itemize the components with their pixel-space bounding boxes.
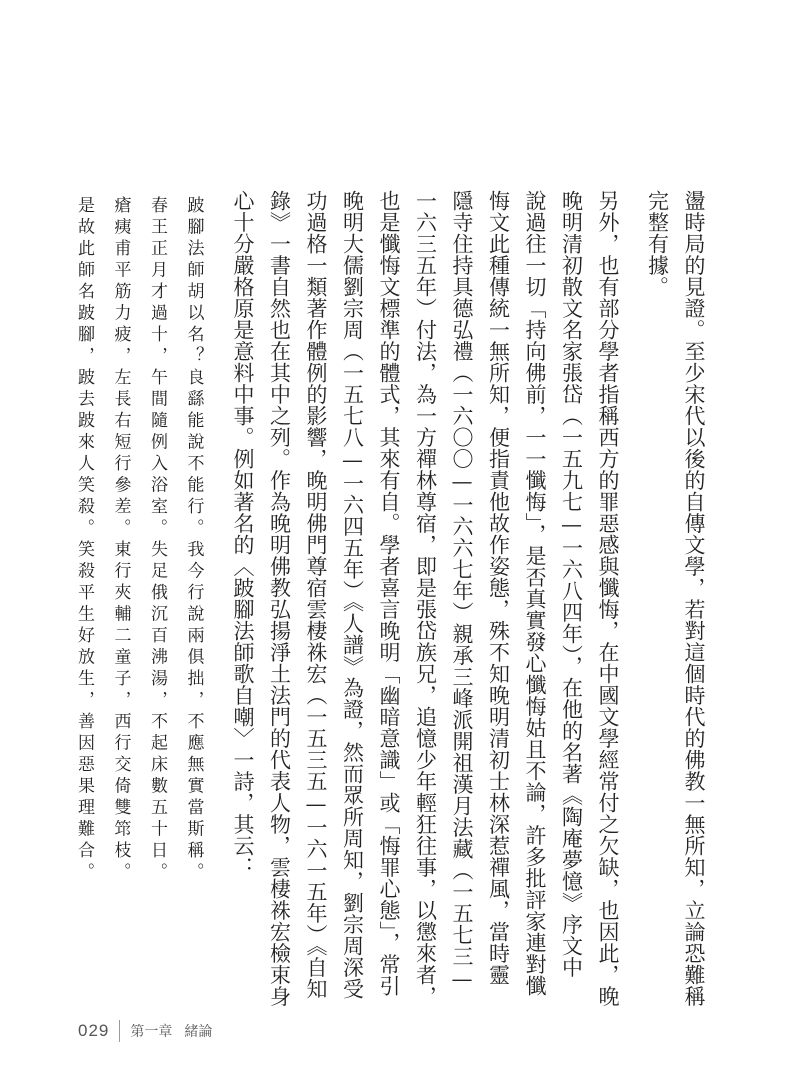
text-column: 悔文此種傳統一無所知，便指責他故作姿態，殊不知晚明清初士林深惹禪風，當時靈 — [486, 190, 511, 986]
poem-line: 春王正月才過十，午間隨例入浴室。失足俄沉百沸湯，不起床數五十日。 — [147, 196, 167, 884]
page-footer — [78, 1017, 212, 1045]
text-column: 一六三五年）付法，為一方禪林尊宿，即是張岱族兄，追憶少年輕狂往事，以懲來者， — [413, 190, 438, 1007]
text-column: 錄》一書自然也在其中之列。作為晚明佛教弘揚淨土法門的代表人物，雲棲袾宏檢束身 — [267, 190, 292, 1007]
chapter-number: 第一章 — [130, 1023, 173, 1039]
text-column: 心十分嚴格原是意料中事。例如著名的〈跛腳法師歌自嘲〉一詩，其云： — [231, 190, 255, 878]
text-column: 也是懺悔文標準的體式，其來有自。學者喜言晚明「幽暗意識」或「悔罪心態」，常引 — [377, 190, 401, 997]
text-column: 盪時局的見證。至少宋代以後的自傳文學，若對這個時代的佛教一無所知，立論恐難稱 — [682, 190, 706, 1007]
text-column: 說過往一切「持向佛前，一一懺悔」，是否真實發心懺悔姑且不論，許多批評家連對懺 — [523, 190, 547, 997]
text-column: 功過格一類著作體例的影響，晚明佛門尊宿雲棲袾宏（一五三五—一六一五年）《自知 — [304, 190, 328, 1000]
text-column: 完整有據。 — [645, 190, 670, 298]
chapter-title: 緒論 — [184, 1023, 213, 1039]
vertical-text-block — [74, 190, 712, 1007]
text-column: 晚明大儒劉宗周（一五七八—一六四五年）《人譜》為證，然而眾所周知，劉宗周深受 — [340, 190, 365, 1000]
poem-line: 瘡痍甫平筋力疲，左長右短行參差。東行夾輔二童子，西行交倚雙筇枝。 — [110, 196, 131, 884]
footer-divider — [119, 1020, 120, 1042]
poem-line: 跛腳法師胡以名？良繇能說不能行。我今行說兩俱拙，不應無實當斯稱。 — [183, 196, 204, 884]
poem-line: 是故此師名跛腳，跛去跛來人笑殺。笑殺平生好放生，善因惡果理難合。 — [74, 196, 94, 884]
text-column: 晚明清初散文名家張岱（一五九七—一六八四年），在他的名著《陶庵夢憶》序文中 — [559, 190, 584, 978]
text-column: 另外，也有部分學者指稱西方的罪惡感與懺悔，在中國文學經常付之欠缺，也因此，晚 — [596, 190, 620, 1007]
text-column: 隱寺住持具德弘禮（一六〇〇—一六六七年）親承三峰派開祖漢月法藏（一五七三— — [450, 190, 474, 992]
page-number: 029 — [78, 1021, 110, 1040]
